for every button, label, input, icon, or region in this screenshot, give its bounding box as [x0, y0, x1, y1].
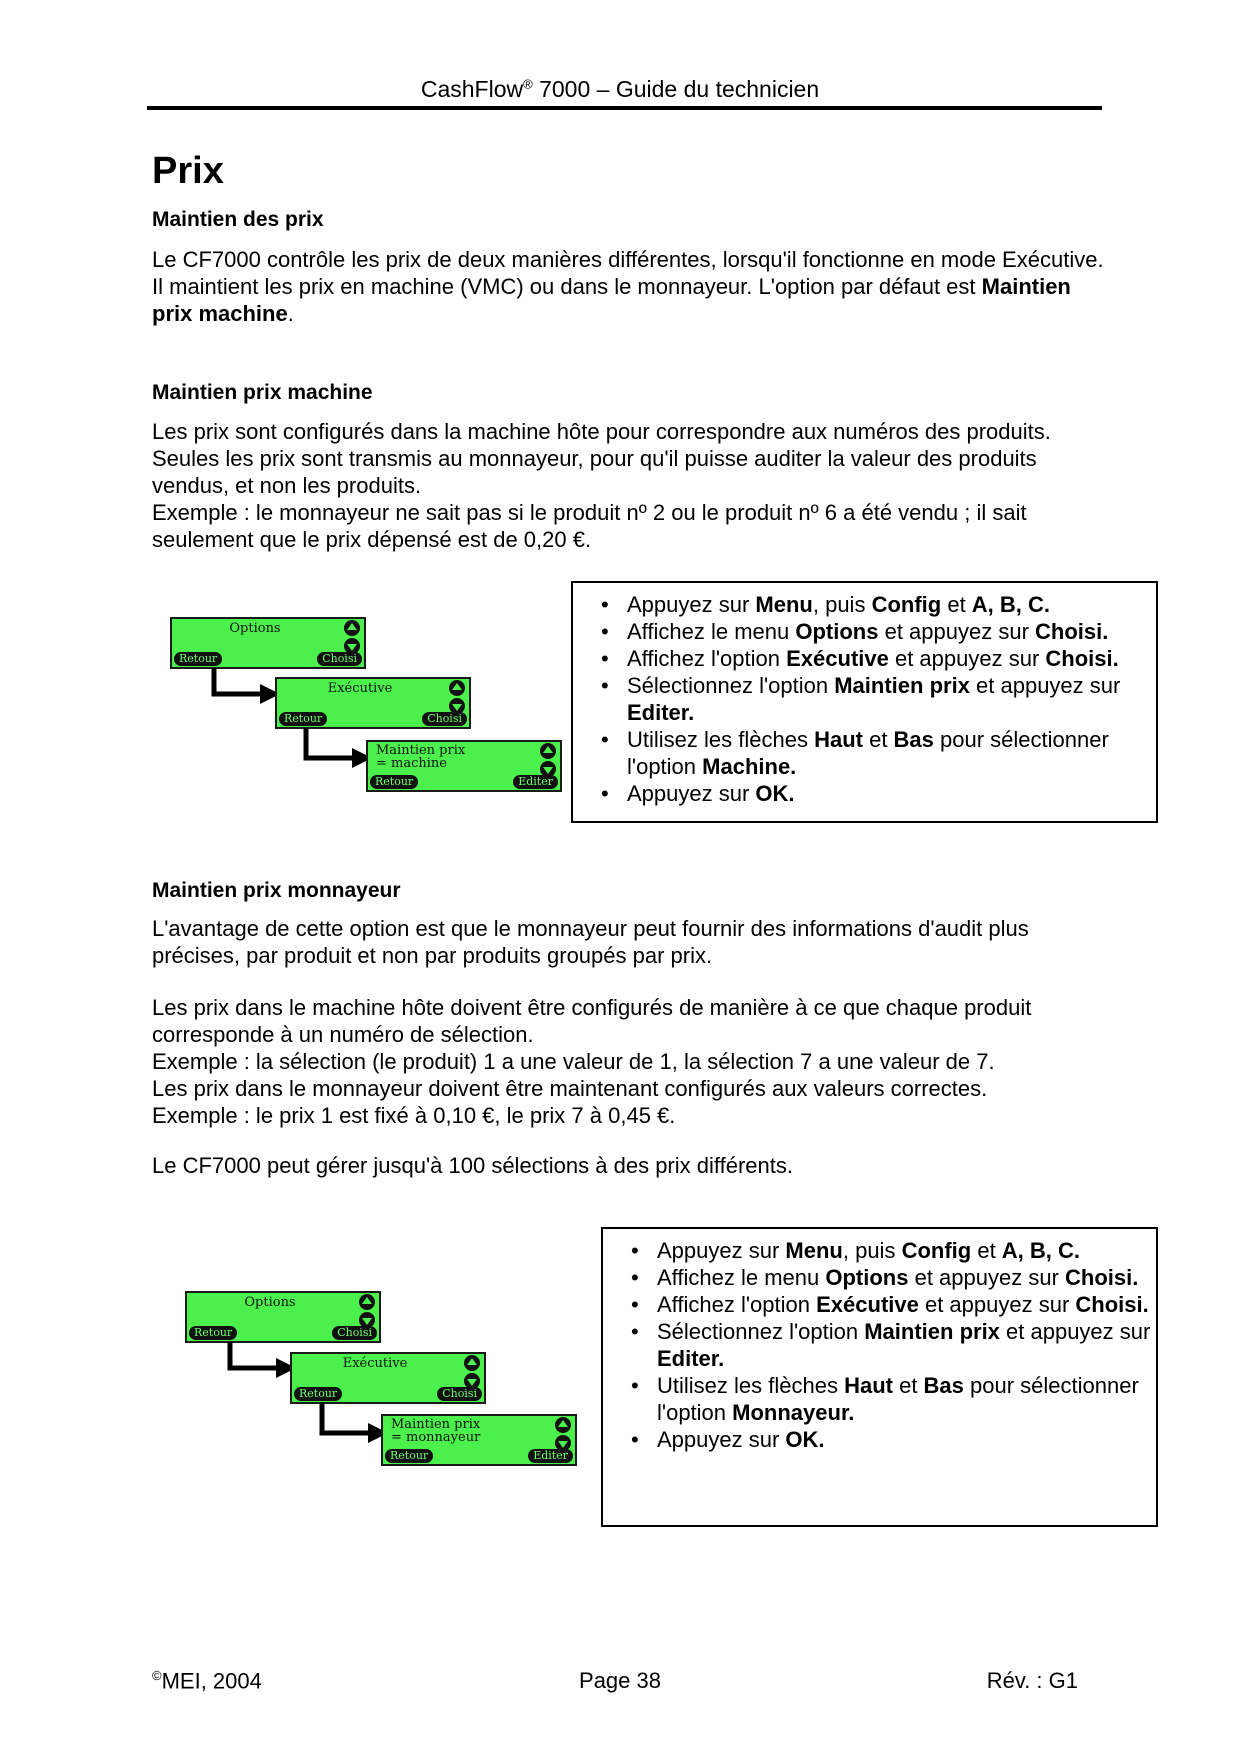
up-down-arrows-icon — [447, 680, 467, 714]
paragraph-monnayeur-1 — [152, 915, 1112, 969]
monnayeur-line-4: Exemple : le prix 1 est fixé à 0,10 €, le prix 7 à 0,45 €. — [152, 1103, 676, 1128]
heading-maintien-prix-monnayeur: Maintien prix monnayeur — [152, 879, 401, 902]
lcd-back-button: Retour — [189, 1326, 237, 1340]
machine-line-3: Exemple : le monnayeur ne sait pas si le produit nº 2 ou le produit nº 6 a été vendu ; il sait seulement que le prix dépensé est de 0,20 €. — [152, 500, 1027, 552]
lcd-choose-button: Choisi — [332, 1326, 377, 1340]
lcd-screen-options — [170, 617, 366, 669]
list-item: • Utilisez les flèches Haut et Bas pour sélectionner l'option Monnayeur. — [603, 1372, 1156, 1426]
paragraph-monnayeur-3 — [152, 1152, 1112, 1179]
list-item: • Affichez l'option Exécutive et appuyez sur Choisi. — [603, 1291, 1156, 1318]
lcd-choose-button: Choisi — [437, 1387, 482, 1401]
lcd-text: Exécutive — [342, 1356, 408, 1371]
lcd-choose-button: Choisi — [317, 652, 362, 666]
intro-end: . — [287, 301, 294, 326]
list-item: • Sélectionnez l'option Maintien prix et appuyez sur Editer. — [603, 1318, 1156, 1372]
heading-maintien-des-prix: Maintien des prix — [152, 208, 324, 231]
lcd-screen-executive — [290, 1352, 486, 1404]
list-item: • Affichez le menu Options et appuyez sur Choisi. — [603, 1264, 1156, 1291]
copyright-mark: © — [152, 1668, 162, 1683]
list-item: • Appuyez sur Menu, puis Config et A, B, C. — [573, 591, 1156, 618]
heading-maintien-prix-machine: Maintien prix machine — [152, 381, 373, 404]
lcd-text-line-2: = monnayeur — [391, 1430, 481, 1445]
flow-arrow-icon — [210, 668, 282, 712]
monnayeur-line-2: Exemple : la sélection (le produit) 1 a une valeur de 1, la sélection 7 a une valeur de 7. — [152, 1049, 995, 1074]
list-item: • Appuyez sur OK. — [573, 780, 1156, 807]
monnayeur-p1: L'avantage de cette option est que le monnayeur peut fournir des informations d'audit plus précises, par produit et non par produits groupés par prix. — [152, 916, 1029, 968]
lcd-back-button: Retour — [174, 652, 222, 666]
paragraph-monnayeur-2 — [152, 994, 1112, 1129]
registered-mark: ® — [523, 76, 533, 92]
machine-line-1: Les prix sont configurés dans la machine hôte pour correspondre aux numéros des produits. — [152, 419, 1051, 444]
lcd-back-button: Retour — [385, 1449, 433, 1463]
instructions-list — [573, 591, 1156, 807]
lcd-edit-button: Editer — [528, 1449, 573, 1463]
lcd-choose-button: Choisi — [422, 712, 467, 726]
flow-arrow-icon — [302, 728, 374, 774]
page-title: Prix — [152, 150, 224, 192]
lcd-text: Exécutive — [327, 681, 393, 696]
page-header — [0, 76, 1240, 103]
lcd-text: Options — [244, 1295, 296, 1310]
footer-page-number: Page 38 — [579, 1668, 661, 1693]
lcd-screen-options — [185, 1291, 381, 1343]
lcd-screen-executive — [275, 677, 471, 729]
lcd-screen-maintien-prix — [366, 740, 562, 792]
flow-arrow-icon — [318, 1403, 390, 1449]
lcd-back-button: Retour — [294, 1387, 342, 1401]
intro-bold: Maintien prix machine — [152, 274, 1071, 326]
footer-left: MEI, 2004 — [161, 1668, 262, 1694]
monnayeur-line-3: Les prix dans le monnayeur doivent être maintenant configurés aux valeurs correctes. — [152, 1076, 988, 1101]
list-item: • Affichez le menu Options et appuyez sur Choisi. — [573, 618, 1156, 645]
lcd-text-line-1: Maintien prix — [391, 1417, 481, 1432]
up-down-arrows-icon — [538, 743, 558, 777]
list-item: • Appuyez sur OK. — [603, 1426, 1156, 1453]
intro-text: Le CF7000 contrôle les prix de deux manières différentes, lorsqu'il fonctionne en mode Exécutive. Il maintient les prix en machine (VMC) ou dans le monnayeur. L'option par défaut est — [152, 247, 1104, 299]
monnayeur-p3: Le CF7000 peut gérer jusqu'à 100 sélections à des prix différents. — [152, 1153, 793, 1178]
header-brand: CashFlow — [420, 76, 524, 102]
list-item: • Affichez l'option Exécutive et appuyez sur Choisi. — [573, 645, 1156, 672]
lcd-text-line-2: = machine — [376, 756, 447, 771]
lcd-edit-button: Editer — [513, 775, 558, 789]
lcd-text-line-1: Maintien prix — [376, 743, 466, 758]
footer-revision: Rév. : G1 — [986, 1668, 1078, 1693]
list-item: • Appuyez sur Menu, puis Config et A, B, C. — [603, 1237, 1156, 1264]
instructions-list — [603, 1237, 1156, 1453]
paragraph-machine — [152, 418, 1112, 553]
list-item: • Sélectionnez l'option Maintien prix et appuyez sur Editer. — [573, 672, 1156, 726]
machine-line-2: Seules les prix sont transmis au monnayeur, pour qu'il puisse auditer la valeur des produits vendus, et non les produits. — [152, 446, 1037, 498]
instructions-box-machine — [571, 581, 1158, 823]
lcd-text: Options — [229, 621, 281, 636]
instructions-box-monnayeur — [601, 1227, 1158, 1527]
header-rule — [147, 106, 1102, 110]
list-item: • Utilisez les flèches Haut et Bas pour sélectionner l'option Machine. — [573, 726, 1156, 780]
paragraph-intro — [152, 246, 1112, 327]
up-down-arrows-icon — [553, 1417, 573, 1451]
up-down-arrows-icon — [342, 620, 362, 654]
up-down-arrows-icon — [462, 1355, 482, 1389]
lcd-screen-maintien-prix — [381, 1414, 577, 1466]
header-title: 7000 – Guide du technicien — [532, 76, 820, 102]
flow-arrow-icon — [226, 1342, 298, 1386]
lcd-back-button: Retour — [370, 775, 418, 789]
lcd-back-button: Retour — [279, 712, 327, 726]
up-down-arrows-icon — [357, 1294, 377, 1328]
monnayeur-line-1: Les prix dans le machine hôte doivent être configurés de manière à ce que chaque produit corresponde à un numéro de sélection. — [152, 995, 1032, 1047]
